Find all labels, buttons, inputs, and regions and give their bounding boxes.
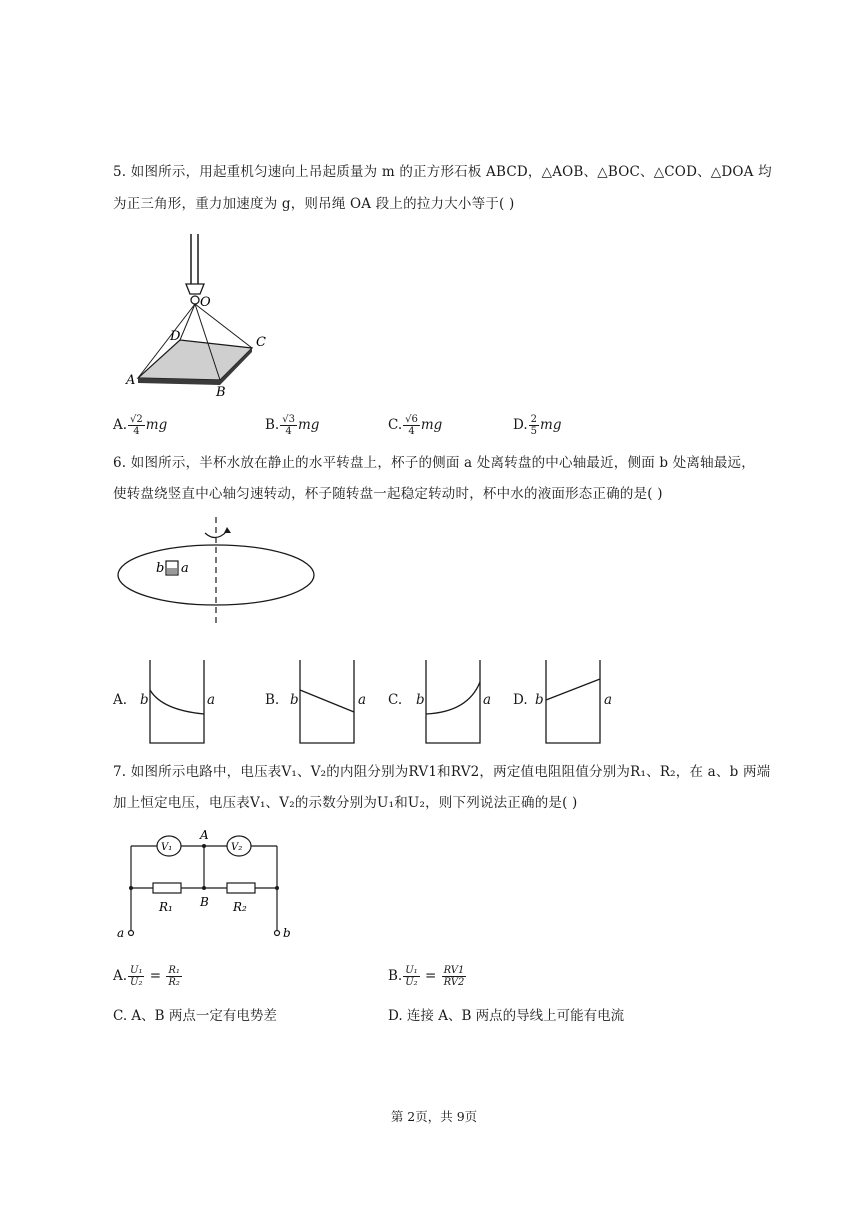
q7-label-r2: R₂ [233,900,247,914]
q6-option-a[interactable]: A. b a [113,660,223,745]
q7-circuit-figure [115,826,300,942]
q5-crane-slab-figure [120,228,270,398]
q5-option-d[interactable]: D. $\frac{2}{5}$ mg [513,414,562,437]
q6-turntable-figure [115,513,320,625]
q6-stem-line1: 6. 如图所示，半杯水放在静止的水平转盘上，杯子的侧面 a 处离转盘的中心轴最近，侧面 b 处离轴最远， [113,455,755,471]
q5-option-a[interactable]: A. $\frac{√2}{4}$ mg [113,414,168,437]
q7-label-A: A [200,828,209,842]
page-footer: 第 2页，共 9页 [390,1109,478,1124]
q7-stem-line1: 7. 如图所示电路中，电压表V₁、V₂的内阻分别为RV1和RV2，两定值电阻阻值分别为R₁、R₂，在 a、b 两端 [113,764,771,780]
q6-option-d-cup [544,660,602,745]
q5-label-B: B [216,385,226,398]
q5-label-A: A [126,373,136,388]
q7-option-c[interactable]: C. A、B 两点一定有电势差 [113,1008,277,1024]
q6-fig-label-a: a [181,561,189,576]
q7-label-v2: V₂ [231,842,243,853]
q6-option-a-cup [148,660,206,745]
q5-label-O: O [200,295,211,310]
q5-option-b[interactable]: B. $\frac{√3}{4}$ mg [265,414,320,437]
q7-option-a[interactable]: A. $\frac{\text{U₁}}{\text{U₂}}$ = $\frac{\text{R₁}}{\text{R₂}}$ [113,965,180,988]
q5-label-C: C [256,335,266,350]
q7-label-a: a [117,926,125,940]
q5-option-c[interactable]: C. $\frac{√6}{4}$ mg [388,414,443,437]
q6-option-c[interactable]: C. b a [388,660,498,745]
q5-stem-line1: 5. 如图所示，用起重机匀速向上吊起质量为 m 的正方形石板 ABCD，△AOB、△BOC、△COD、△DOA 均 [113,164,772,180]
q7-label-v1: V₁ [161,842,173,853]
q7-label-r1: R₁ [159,900,173,914]
q7-label-B: B [200,895,209,909]
q6-option-b-cup [298,660,356,745]
q6-fig-label-b: b [156,561,165,576]
q7-option-d[interactable]: D. 连接 A、B 两点的导线上可能有电流 [388,1008,625,1024]
q5-label-D: D [170,329,181,344]
q7-label-b: b [283,926,291,940]
q7-option-b[interactable]: B. $\frac{\text{U₁}}{\text{U₂}}$ = $\frac{RV1}{RV2}$ [388,965,465,988]
q6-option-d[interactable]: D. b a [513,660,623,745]
q6-option-c-cup [424,660,482,745]
q6-option-b[interactable]: B. b a [265,660,375,745]
q7-stem-line2: 加上恒定电压，电压表V₁、V₂的示数分别为U₁和U₂，则下列说法正确的是( ) [113,795,578,811]
q5-stem-line2: 为正三角形，重力加速度为 g，则吊绳 OA 段上的拉力大小等于( ) [113,196,515,212]
q6-stem-line2: 使转盘绕竖直中心轴匀速转动，杯子随转盘一起稳定转动时，杯中水的液面形态正确的是( ) [113,486,663,502]
